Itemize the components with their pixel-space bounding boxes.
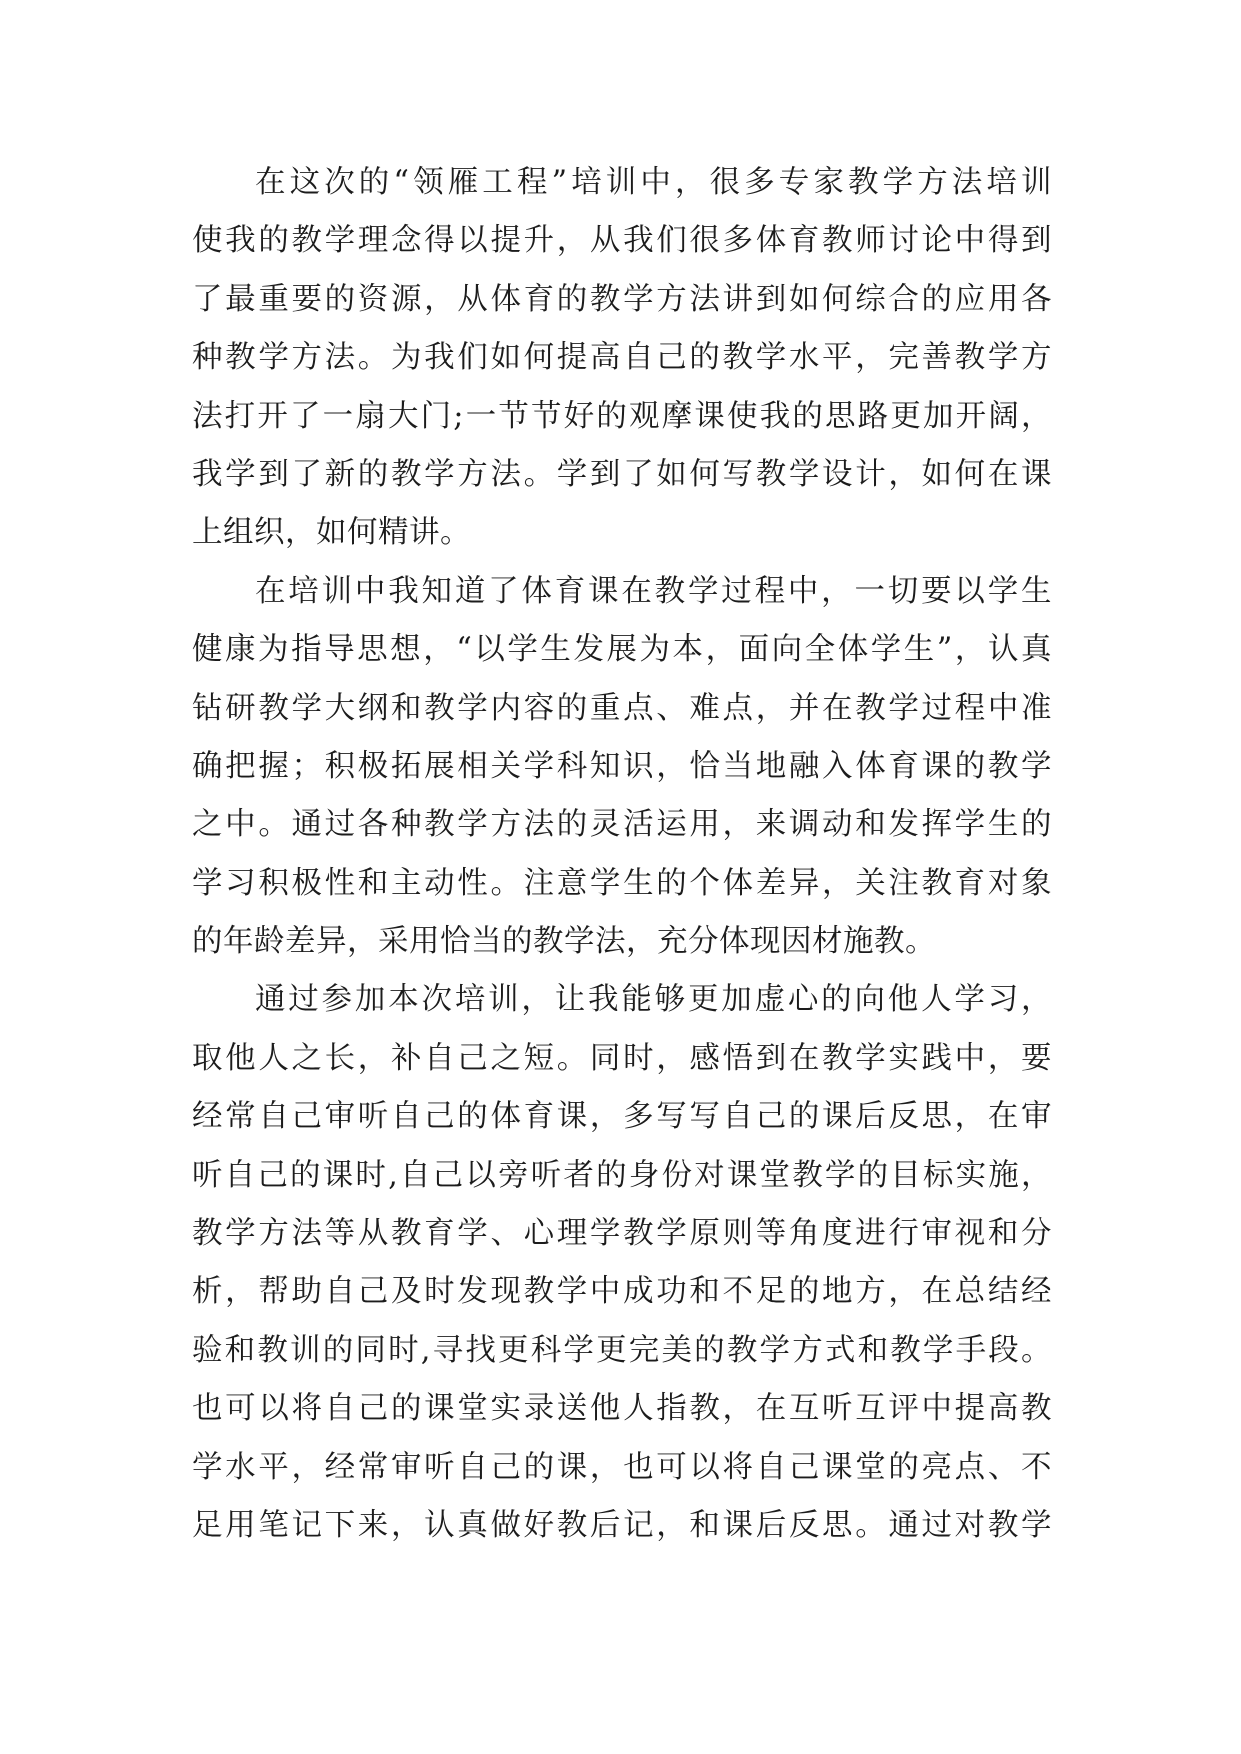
text-line: 我学到了新的教学方法。学到了如何写教学设计，如何在课 [192,456,1052,492]
text-line: 学习积极性和主动性。注意学生的个体差异，关注教育对象 [192,865,1052,901]
text-line: 析，帮助自己及时发现教学中成功和不足的地方，在总结经 [192,1274,1052,1310]
paragraph-2 [192,563,1052,972]
text-line: 教学方法等从教育学、心理学教学原则等角度进行审视和分 [192,1216,1052,1252]
text-line: 上组织，如何精讲。 [192,515,471,551]
text-line: 健康为指导思想，“以学生发展为本，面向全体学生”，认真 [192,632,1052,668]
text-line: 之中。通过各种教学方法的灵活运用，来调动和发挥学生的 [192,807,1052,843]
text-line: 足用笔记下来，认真做好教后记，和课后反思。通过对教学 [192,1507,1052,1543]
paragraph-1 [192,154,1052,563]
text-line: 了最重要的资源，从体育的教学方法讲到如何综合的应用各 [192,281,1052,317]
text-line: 学水平，经常审听自己的课，也可以将自己课堂的亮点、不 [192,1449,1052,1485]
text-line: 的年龄差异，采用恰当的教学法，充分体现因材施教。 [192,924,936,960]
text-line: 钻研教学大纲和教学内容的重点、难点，并在教学过程中准 [192,690,1052,726]
text-line: 听自己的课时,自己以旁听者的身份对课堂教学的目标实施， [192,1157,1052,1193]
text-line: 取他人之长，补自己之短。同时，感悟到在教学实践中，要 [192,1040,1052,1076]
text-line: 法打开了一扇大门;一节节好的观摩课使我的思路更加开阔， [192,398,1052,434]
text-line: 验和教训的同时,寻找更科学更完美的教学方式和教学手段。 [192,1332,1052,1368]
text-line: 也可以将自己的课堂实录送他人指教，在互听互评中提高教 [192,1391,1052,1427]
text-line: 在这次的“领雁工程”培训中，很多专家教学方法培训 [255,165,1052,200]
text-line: 在培训中我知道了体育课在教学过程中，一切要以学生 [255,573,1052,609]
text-line: 使我的教学理念得以提升，从我们很多体育教师讨论中得到 [192,223,1052,259]
text-line: 通过参加本次培训，让我能够更加虚心的向他人学习， [255,982,1052,1018]
text-line: 经常自己审听自己的体育课，多写写自己的课后反思，在审 [192,1099,1052,1135]
body-text [192,154,1052,1555]
text-line: 确把握；积极拓展相关学科知识，恰当地融入体育课的教学 [192,748,1052,784]
paragraph-3 [192,971,1052,1555]
text-line: 种教学方法。为我们如何提高自己的教学水平，完善教学方 [192,340,1052,376]
